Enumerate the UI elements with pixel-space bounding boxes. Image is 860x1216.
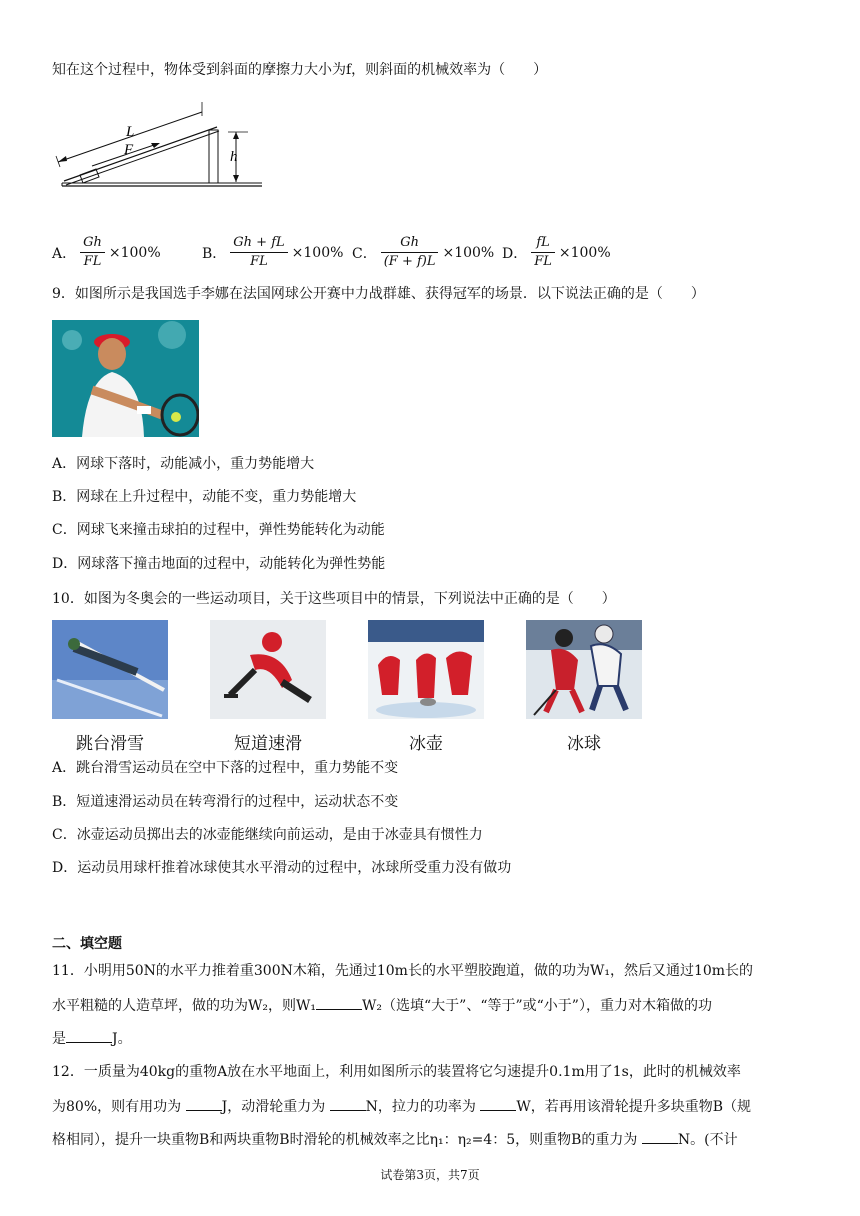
option-letter: C． xyxy=(352,245,377,262)
q8-option-d[interactable] xyxy=(502,234,611,271)
q9-option-d[interactable]: D．网球落下撞击地面的过程中，动能转化为弹性势能 xyxy=(52,556,386,572)
answer-blank[interactable] xyxy=(66,1028,112,1043)
short-track-photo xyxy=(210,620,326,719)
q11-text: W₂（选填“大于”、“等于”或“小于”），重力对木箱做的功 xyxy=(362,998,712,1014)
q8-option-a[interactable] xyxy=(52,234,161,271)
q9-option-c[interactable]: C．网球飞来撞击球拍的过程中，弹性势能转化为动能 xyxy=(52,522,385,538)
answer-blank[interactable] xyxy=(316,995,362,1010)
q8-option-b[interactable] xyxy=(202,234,343,271)
numerator: Gh xyxy=(80,234,105,253)
q10-option-a[interactable]: A．跳台滑雪运动员在空中下落的过程中，重力势能不变 xyxy=(52,760,399,776)
q12-text: N。(不计 xyxy=(677,1132,738,1148)
q12-text: W，若再用该滑轮提升多块重物B（规 xyxy=(516,1099,752,1115)
answer-blank[interactable] xyxy=(642,1129,678,1144)
q12-line1: 12．一质量为40kg的重物A放在水平地面上，利用如图所示的装置将它匀速提升0.1m用了1s，此时的机械效率 xyxy=(52,1064,741,1080)
q12-line2 xyxy=(52,1096,751,1117)
option-letter: B． xyxy=(202,245,227,262)
denominator: FL xyxy=(250,254,268,269)
denominator: (F + f)L xyxy=(383,254,436,269)
ski-jump-photo xyxy=(52,620,168,719)
answer-blank[interactable] xyxy=(330,1096,366,1111)
caption-short-track: 短道速滑 xyxy=(234,734,302,754)
numerator: fL xyxy=(531,234,555,253)
answer-blank[interactable] xyxy=(186,1096,222,1111)
q10-option-c[interactable]: C．冰壶运动员掷出去的冰壶能继续向前运动，是由于冰壶具有惯性力 xyxy=(52,827,483,843)
option-letter: A． xyxy=(52,245,77,262)
label-L: L xyxy=(126,124,135,140)
q10-stem: 10．如图为冬奥会的一些运动项目，关于这些项目中的情景，下列说法中正确的是（ ） xyxy=(52,591,616,607)
q11-line2 xyxy=(52,995,712,1016)
q8-option-c[interactable] xyxy=(352,234,494,271)
q11-line3 xyxy=(52,1028,132,1049)
q11-line1: 11．小明用50N的水平力推着重300N木箱，先通过10m长的水平塑胶跑道，做的功为W₁，然后又通过10m长的 xyxy=(52,963,754,979)
curling-photo xyxy=(368,620,484,719)
percent-suffix: ×100% xyxy=(291,244,344,261)
percent-suffix: ×100% xyxy=(108,244,161,261)
q9-option-b[interactable]: B．网球在上升过程中，动能不变，重力势能增大 xyxy=(52,489,357,505)
incline-diagram xyxy=(52,98,267,190)
fraction xyxy=(531,234,555,271)
answer-blank[interactable] xyxy=(480,1096,516,1111)
q11-text: 是 xyxy=(52,1031,66,1047)
q12-line3 xyxy=(52,1129,738,1150)
option-letter: D． xyxy=(502,245,528,262)
section-title: 二、填空题 xyxy=(52,936,122,952)
q12-text: N，拉力的功率为 xyxy=(365,1099,481,1115)
denominator: FL xyxy=(83,254,102,269)
q10-option-b[interactable]: B．短道速滑运动员在转弯滑行的过程中，运动状态不变 xyxy=(52,794,399,810)
page-footer: 试卷第3页，共7页 xyxy=(380,1168,480,1182)
q11-text: J。 xyxy=(112,1031,132,1047)
q10-option-d[interactable]: D．运动员用球杆推着冰球使其水平滑动的过程中，冰球所受重力没有做功 xyxy=(52,860,512,876)
q12-text: 格相同），提升一块重物B和两块重物B时滑轮的机械效率之比η₁：η₂=4：5，则重物B的重力为 xyxy=(52,1132,642,1148)
q12-text: 为80%，则有用功为 xyxy=(52,1099,186,1115)
q12-text: J，动滑轮重力为 xyxy=(221,1099,330,1115)
q11-text: 水平粗糙的人造草坪，做的功为W₂，则W₁ xyxy=(52,998,317,1014)
q8-stem: 知在这个过程中，物体受到斜面的摩擦力大小为f，则斜面的机械效率为（ ） xyxy=(52,62,548,78)
q9-stem: 9．如图所示是我国选手李娜在法国网球公开赛中力战群雄、获得冠军的场景．以下说法正确的是（ ） xyxy=(52,286,705,302)
q9-option-a[interactable]: A．网球下落时，动能减小，重力势能增大 xyxy=(52,456,315,472)
fraction xyxy=(381,234,439,271)
label-F: F xyxy=(124,142,134,158)
ice-hockey-photo xyxy=(526,620,642,719)
tennis-photo xyxy=(52,320,199,437)
fraction xyxy=(80,234,105,271)
numerator: Gh xyxy=(381,234,439,253)
percent-suffix: ×100% xyxy=(558,244,611,261)
caption-ice-hockey: 冰球 xyxy=(567,734,601,754)
label-h: h xyxy=(230,149,238,165)
percent-suffix: ×100% xyxy=(442,244,495,261)
denominator: FL xyxy=(534,254,552,269)
caption-curling: 冰壶 xyxy=(409,734,443,754)
fraction xyxy=(230,234,287,271)
numerator: Gh + fL xyxy=(230,234,287,253)
caption-ski-jump: 跳台滑雪 xyxy=(76,734,144,754)
